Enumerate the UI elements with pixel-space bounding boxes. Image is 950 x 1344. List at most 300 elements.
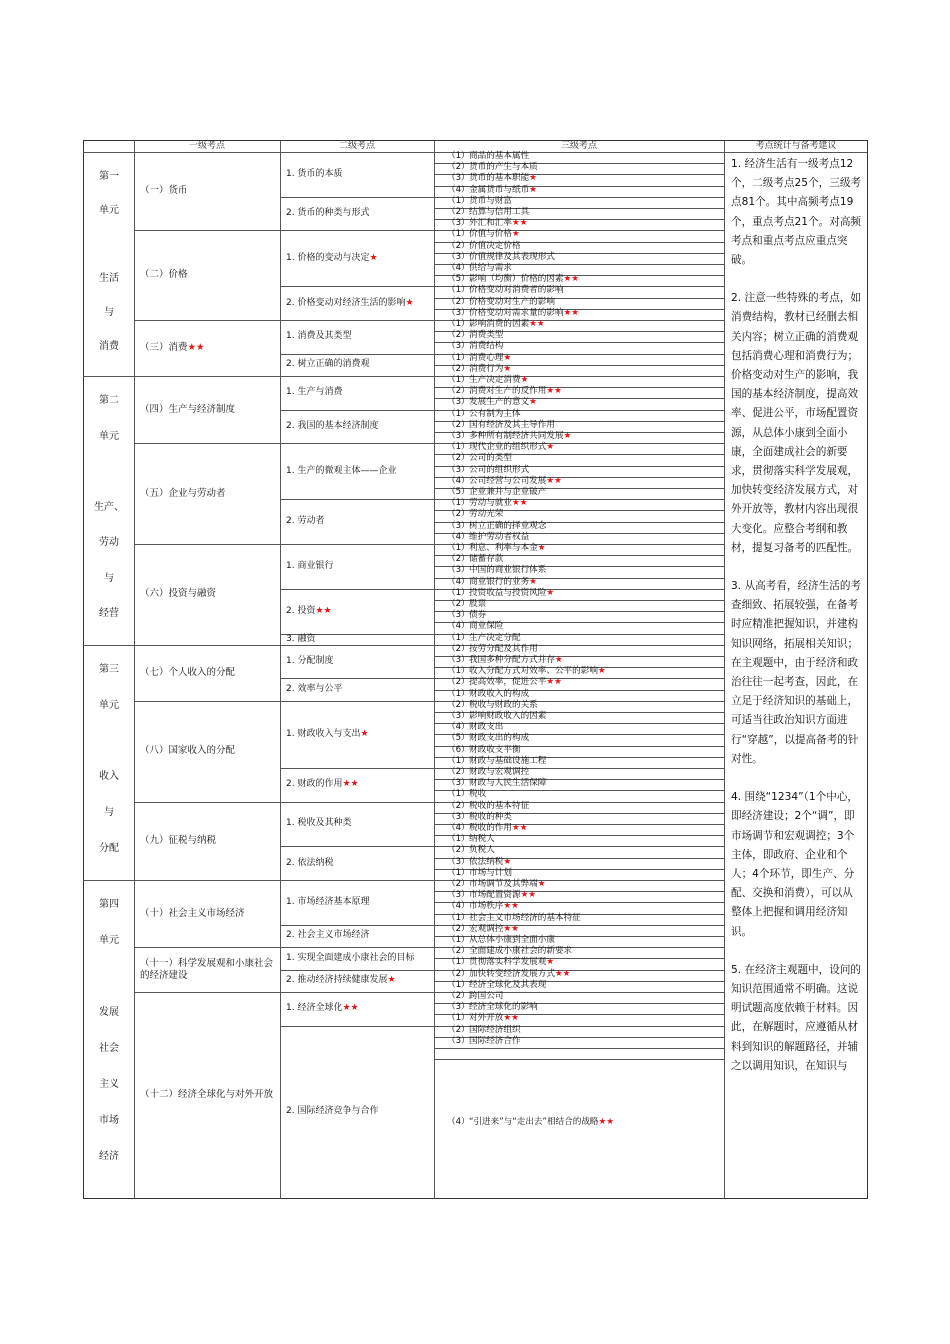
level3-text: 外汇和汇率 xyxy=(469,218,512,229)
level2-text: 1. 生产与消费 xyxy=(286,387,343,398)
level3-item xyxy=(447,700,722,711)
importance-star: ★ xyxy=(511,229,520,240)
level3-text: 我国多种分配方式并存 xyxy=(469,655,555,665)
level3-item xyxy=(447,801,722,812)
level3-item xyxy=(447,778,722,789)
importance-star: ★ xyxy=(537,543,546,553)
level3-text: 影响（均衡）价格的因素 xyxy=(469,274,564,285)
level3-item xyxy=(447,297,722,308)
level3-number: （4） xyxy=(447,823,470,833)
level2-item xyxy=(286,947,432,969)
level3-item xyxy=(447,621,722,632)
level2-item xyxy=(286,152,432,197)
grid-line xyxy=(134,140,135,1199)
level3-text: 公司经营与公司发展 xyxy=(469,475,547,486)
level3-number: （6） xyxy=(447,744,470,755)
level3-item xyxy=(447,1013,722,1024)
level3-number: （4） xyxy=(447,531,470,542)
level3-item xyxy=(447,722,722,733)
level3-item xyxy=(447,476,722,487)
level3-number: （1） xyxy=(447,912,470,923)
level2-text: 2. 树立正确的消费观 xyxy=(286,359,370,370)
level1-text: （二）价格 xyxy=(140,269,188,281)
level3-text: 对外开放 xyxy=(469,1013,504,1024)
level3-text: 企业兼并与企业破产 xyxy=(469,487,547,497)
level2-item xyxy=(286,992,432,1026)
level1-item xyxy=(140,544,278,645)
level3-text: 经济全球化的影响 xyxy=(469,1002,538,1013)
level3-text: 影响消费的因素 xyxy=(469,319,530,329)
level3-item xyxy=(447,834,722,845)
level3-text: 负税人 xyxy=(469,845,495,856)
level3-number: （4） xyxy=(447,475,470,486)
importance-star: ★★ xyxy=(598,1117,614,1127)
level3-number: （2） xyxy=(447,699,470,710)
level3-text: 维护劳动者权益 xyxy=(469,531,530,542)
unit-label-line: 社会 xyxy=(99,1043,119,1054)
level3-text: 投资收益与投资风险 xyxy=(469,587,547,598)
importance-star: ★★ xyxy=(187,342,205,353)
level2-text: 2. 货币的种类与形式 xyxy=(286,208,370,219)
level3-item xyxy=(447,442,722,453)
level3-item xyxy=(447,521,722,532)
level3-item xyxy=(447,397,722,408)
level1-text: （六）投资与融资 xyxy=(140,588,217,600)
importance-star: ★★ xyxy=(315,605,332,616)
importance-star: ★★ xyxy=(511,498,528,509)
level3-item xyxy=(447,1002,722,1013)
level3-number: （2） xyxy=(447,330,470,341)
level2-item xyxy=(286,544,432,589)
level1-item xyxy=(140,152,278,230)
level3-number: （1） xyxy=(447,834,470,845)
level3-item xyxy=(447,1117,722,1128)
level3-number: （1） xyxy=(447,935,470,945)
importance-star: ★★ xyxy=(342,1003,359,1014)
level3-text: 按劳分配及其作用 xyxy=(469,643,538,654)
level3-item xyxy=(447,588,722,599)
level2-item xyxy=(286,443,432,499)
level3-text: 金属货币与纸币 xyxy=(469,184,530,195)
unit-label-line: 单元 xyxy=(99,205,119,216)
level3-number: （1） xyxy=(447,543,470,553)
level2-item xyxy=(286,230,432,286)
level3-number: （1） xyxy=(447,957,470,968)
importance-star: ★ xyxy=(503,363,512,374)
grid-line xyxy=(724,140,725,1199)
level3-item xyxy=(447,319,722,330)
level2-item xyxy=(286,802,432,847)
level2-item xyxy=(286,197,432,231)
level3-number: （3） xyxy=(447,218,470,229)
importance-star: ★ xyxy=(360,728,369,739)
level2-text: 1. 商业银行 xyxy=(286,560,334,571)
level3-item xyxy=(447,554,722,565)
importance-star: ★★ xyxy=(546,677,562,688)
level2-text: 2. 依法纳税 xyxy=(286,857,334,868)
unit-label-line: 消费 xyxy=(99,341,119,352)
level2-text: 2. 财政的作用★★ xyxy=(286,779,359,790)
level3-item xyxy=(447,252,722,263)
level2-text: 1. 货币的本质 xyxy=(286,168,343,179)
importance-star: ★ xyxy=(554,655,563,665)
level1-item xyxy=(140,880,278,947)
importance-star: ★★ xyxy=(563,307,579,318)
level3-item xyxy=(447,689,722,700)
level3-item xyxy=(447,330,722,341)
level3-item xyxy=(447,879,722,890)
level2-item xyxy=(286,634,432,645)
level3-number: （2） xyxy=(447,207,470,217)
importance-star: ★ xyxy=(529,173,537,184)
level1-item xyxy=(140,645,278,701)
note-3: 3. 从高考看，经济生活的考查细致、拓展较强，在备考时应精准把握知识，并建构知识网络，拓展相关知识；在主观题中，由于经济和政治往往一起考查，因此，在立足于经济知识的基础上，可适当往政治知识方面进行“穿越”，以提高备考的针对性。 xyxy=(731,580,862,765)
level2-text: 2. 国际经济竞争与合作 xyxy=(286,1106,379,1117)
header-level2: 二级考点 xyxy=(338,141,375,151)
level3-item xyxy=(447,241,722,252)
importance-star: ★★ xyxy=(563,274,579,285)
note-1: 1. 经济生活有一级考点12个，二级考点25个，三级考点81个。其中高频考点19个，重点考点21个。对高频考点和重点考点应重点突破。 xyxy=(731,158,862,267)
level3-item xyxy=(447,364,722,375)
level3-text: 税收 xyxy=(469,789,487,800)
level3-number: （2） xyxy=(447,240,470,251)
level3-number: （2） xyxy=(447,363,470,374)
level3-item xyxy=(447,610,722,621)
level3-item xyxy=(447,509,722,520)
level3-number: （2） xyxy=(447,643,470,654)
unit-label xyxy=(84,376,134,645)
level3-text: 生产决定分配 xyxy=(469,632,521,643)
level3-text: 国际经济组织 xyxy=(469,1024,521,1035)
level3-text: 劳动光荣 xyxy=(469,509,504,520)
level3-text: 货币的基本职能 xyxy=(469,173,530,184)
level3-text: 税收的基本特征 xyxy=(469,800,530,811)
level2-item xyxy=(286,320,432,354)
level3-text: 中国的商业银行体系 xyxy=(469,565,547,576)
level2-text: 1. 实现全面建成小康社会的目标 xyxy=(286,952,415,963)
level3-item xyxy=(447,655,722,666)
unit-label xyxy=(84,645,134,880)
level3-number: （5） xyxy=(447,274,470,285)
level2-text: 2. 效率与公平 xyxy=(286,684,343,695)
level1-item xyxy=(140,992,278,1198)
importance-star: ★ xyxy=(503,352,512,363)
level3-number: （1） xyxy=(447,408,470,419)
level1-text: （四）生产与经济制度 xyxy=(140,403,236,415)
level3-number: （1） xyxy=(447,867,470,878)
level3-number: （4） xyxy=(447,1117,470,1127)
level3-item xyxy=(447,1025,722,1036)
level3-number: （3） xyxy=(447,1035,470,1046)
level2-text: 1. 市场经济基本原理 xyxy=(286,896,370,907)
level3-number: （3） xyxy=(447,711,470,721)
level3-number: （3） xyxy=(447,565,470,576)
level3-text: 劳动与就业 xyxy=(469,498,512,509)
level3-item xyxy=(447,207,722,218)
level2-item xyxy=(286,410,432,444)
level3-number: （3） xyxy=(447,1002,470,1013)
level1-text: （十二）经济全球化与对外开放 xyxy=(140,1089,274,1100)
level3-item xyxy=(447,913,722,924)
level3-text: 提高效率，促进公平 xyxy=(469,677,547,688)
level3-number: （2） xyxy=(447,554,470,565)
importance-star: ★★ xyxy=(554,968,571,979)
level2-item xyxy=(286,880,432,925)
level3-number: （3） xyxy=(447,251,470,262)
level3-item xyxy=(447,857,722,868)
level3-text: 市场与计划 xyxy=(469,867,512,878)
importance-star: ★★ xyxy=(503,923,519,934)
importance-star: ★ xyxy=(546,442,555,453)
level3-item xyxy=(447,498,722,509)
importance-star: ★★ xyxy=(546,475,562,486)
level3-text: 国际经济合作 xyxy=(469,1035,521,1046)
level3-number: （1） xyxy=(447,979,470,990)
unit-label-line: 第二 xyxy=(99,395,119,406)
level2-item xyxy=(286,1026,432,1198)
level3-number: （4） xyxy=(447,722,470,733)
level3-number: （3） xyxy=(447,890,470,901)
level3-item xyxy=(447,162,722,173)
unit-label-line: 生产、 xyxy=(94,501,124,513)
unit-label-line: 经济 xyxy=(99,1151,119,1162)
importance-star: ★★ xyxy=(511,218,528,229)
level2-text: 2. 推动经济持续健康发展★ xyxy=(286,975,396,986)
level2-text: 1. 生产的微观主体——企业 xyxy=(286,465,397,476)
importance-star: ★ xyxy=(503,856,512,867)
level1-text: （九）征税与纳税 xyxy=(140,834,217,846)
level3-item xyxy=(447,386,722,397)
importance-star: ★★ xyxy=(503,1013,519,1024)
level3-number: （2） xyxy=(447,968,470,979)
level3-item xyxy=(447,532,722,543)
level2-text: 1. 税收及其种类 xyxy=(286,818,352,829)
level3-text: 公司的组织形式 xyxy=(469,464,530,475)
level2-text: 2. 社会主义市场经济 xyxy=(286,930,370,941)
level3-text: 消费行为 xyxy=(469,363,504,374)
level3-text: 消费类型 xyxy=(469,330,504,341)
level1-text: （三）消费★★ xyxy=(140,342,205,353)
level3-text: 公有制为主体 xyxy=(469,408,521,419)
level3-text: 社会主义市场经济的基本特征 xyxy=(469,912,581,923)
level2-item xyxy=(286,286,432,320)
level3-item xyxy=(447,991,722,1002)
level3-text: 商业银行的业务 xyxy=(469,576,530,587)
level3-number: （3） xyxy=(447,397,470,408)
level3-item xyxy=(447,487,722,498)
note-2: 2. 注意一些特殊的考点，如消费结构，教材已经删去相关内容；树立正确的消费观包括消费心理和消费行为；价格变动对生产的影响，我国的基本经济制度，提高效率、促进公平，市场配置资源，从总体小康到全面小康，全面建成社会的新要求，贯彻落实科学发展观，加快转变经济发展方式，对外开放等，教材内容出现很大变化。应整合考纲和教材，提复习备考的匹配性。 xyxy=(731,292,862,554)
level3-text: 货币与财富 xyxy=(469,195,512,206)
level3-text: 价值与价格 xyxy=(469,229,512,240)
unit-label-line: 与 xyxy=(104,572,114,584)
level3-number: （2） xyxy=(447,677,470,688)
unit-label-line: 第三 xyxy=(99,663,119,675)
level3-text: 股票 xyxy=(469,599,487,609)
level3-text: 国有经济及其主导作用 xyxy=(469,419,555,430)
level3-number: （3） xyxy=(447,464,470,475)
level1-item xyxy=(140,802,278,880)
header-notes: 考点统计与备考建议 xyxy=(755,141,837,151)
level2-text: 1. 财政收入与支出★ xyxy=(286,728,369,739)
unit-label-line: 生活 xyxy=(99,273,119,284)
level1-item xyxy=(140,230,278,320)
level3-number: （2） xyxy=(447,419,470,430)
level1-item xyxy=(140,701,278,802)
level2-item xyxy=(286,846,432,880)
level3-text: 贯彻落实科学发展观 xyxy=(469,957,547,968)
level2-text: 2. 劳动者 xyxy=(286,516,325,527)
level3-text: 宏观调控 xyxy=(469,923,504,934)
level1-text: （十）社会主义市场经济 xyxy=(140,907,245,919)
level3-text: 财政收支平衡 xyxy=(469,744,521,755)
level3-item xyxy=(447,353,722,364)
importance-star: ★★ xyxy=(511,823,528,833)
level1-item xyxy=(140,443,278,544)
level3-text: 消费对生产的反作用 xyxy=(469,386,547,397)
level3-text: 商业保险 xyxy=(469,621,504,632)
level3-item xyxy=(447,745,722,756)
level3-text: 财政支出 xyxy=(469,722,504,733)
level3-number: （1） xyxy=(447,229,470,240)
level3-number: （1） xyxy=(447,587,470,598)
level1-item xyxy=(140,320,278,376)
level3-number: （1） xyxy=(447,195,470,206)
level3-number: （3） xyxy=(447,341,470,352)
level3-item xyxy=(447,196,722,207)
level3-number: （4） xyxy=(447,901,470,912)
level3-item xyxy=(447,845,722,856)
level3-item xyxy=(447,756,722,767)
level3-number: （2） xyxy=(447,599,470,609)
level3-text: 供给与需求 xyxy=(469,263,512,273)
importance-star: ★ xyxy=(369,252,378,263)
level3-text: 公司的类型 xyxy=(469,453,512,464)
level3-text: 收入分配方式对效率、公平的影响 xyxy=(469,666,598,677)
level3-text: 财政收入的构成 xyxy=(469,688,530,699)
level3-number: （3） xyxy=(447,778,470,789)
level3-item xyxy=(447,980,722,991)
level3-item xyxy=(447,789,722,800)
level2-item xyxy=(286,499,432,544)
importance-star: ★ xyxy=(405,297,414,308)
level2-item xyxy=(286,701,432,768)
level3-item xyxy=(447,185,722,196)
level3-number: （3） xyxy=(447,811,470,822)
level3-number: （5） xyxy=(447,733,470,744)
level3-number: （1） xyxy=(447,666,470,677)
level3-number: （2） xyxy=(447,991,470,1001)
level2-text: 2. 价格变动对经济生活的影响★ xyxy=(286,297,414,308)
level3-text: 生产决定消费 xyxy=(469,375,521,385)
level1-text: （一）货币 xyxy=(140,185,188,197)
level3-text: 跨国公司 xyxy=(469,991,504,1001)
importance-star: ★ xyxy=(537,879,546,889)
level3-item xyxy=(447,465,722,476)
level3-item xyxy=(447,577,722,588)
level3-number: （1） xyxy=(447,1013,470,1024)
level3-number: （1） xyxy=(447,352,470,363)
level1-item xyxy=(140,376,278,443)
level3-number: （2） xyxy=(447,162,470,173)
unit-label-line: 第一 xyxy=(99,171,119,182)
level3-text: 市场配置资源 xyxy=(469,890,521,901)
level3-number: （3） xyxy=(447,431,470,441)
level3-number: （3） xyxy=(447,520,470,531)
level2-item xyxy=(286,589,432,634)
level1-text: （八）国家收入的分配 xyxy=(140,745,236,757)
level3-number: （4） xyxy=(447,576,470,587)
level2-text: 1. 分配制度 xyxy=(286,656,334,667)
level3-number: （1） xyxy=(447,319,470,329)
level2-text: 1. 消费及其类型 xyxy=(286,331,352,342)
importance-star: ★★ xyxy=(520,890,536,901)
importance-star: ★ xyxy=(529,397,537,408)
header-level1: 一级考点 xyxy=(188,141,225,151)
level3-number: （2） xyxy=(447,509,470,520)
level3-item xyxy=(447,677,722,688)
level3-item xyxy=(447,901,722,912)
level2-item xyxy=(286,354,432,376)
level3-item xyxy=(447,431,722,442)
level1-text: （七）个人收入的分配 xyxy=(140,666,236,678)
level3-item xyxy=(447,957,722,968)
level3-number: （1） xyxy=(447,632,470,643)
level3-text: 财政支出的构成 xyxy=(469,733,530,744)
level3-text: 消费结构 xyxy=(469,341,504,352)
level3-number: （1） xyxy=(447,498,470,509)
note-5: 5. 在经济主观题中，设问的知识范围通常不明确。这说明试题高度依赖于材料。因此，在解题时，应遵循从材料到知识的解题路径，并辅之以调用知识，在知识与 xyxy=(731,963,862,1072)
importance-star: ★★ xyxy=(529,319,545,329)
level3-item xyxy=(447,308,722,319)
level2-item xyxy=(286,768,432,802)
level3-text: 价值决定价格 xyxy=(469,240,521,251)
level3-item xyxy=(447,644,722,655)
level3-item xyxy=(447,946,722,957)
importance-star: ★ xyxy=(546,587,555,598)
level3-text: 现代企业的组织形式 xyxy=(469,442,547,453)
level3-text: 结算与信用工具 xyxy=(469,207,530,217)
level3-item xyxy=(447,812,722,823)
study-notes xyxy=(731,155,861,1095)
level3-text: 价格变动对生产的影响 xyxy=(469,296,555,307)
level3-number: （2） xyxy=(447,946,470,957)
level3-number: （1） xyxy=(447,688,470,699)
level3-text: 从总体小康到全面小康 xyxy=(469,935,555,945)
level3-number: （2） xyxy=(447,1024,470,1035)
level3-item xyxy=(447,453,722,464)
unit-label-line: 发展 xyxy=(99,1007,119,1018)
unit-label xyxy=(84,880,134,1198)
level3-number: （3） xyxy=(447,655,470,665)
level3-text: 储蓄存款 xyxy=(469,554,504,565)
unit-label-line: 市场 xyxy=(99,1115,119,1126)
level3-number: （2） xyxy=(447,923,470,934)
grid-line xyxy=(434,1059,724,1060)
importance-star: ★★ xyxy=(546,386,562,397)
level3-item xyxy=(447,767,722,778)
unit-label-line: 单元 xyxy=(99,699,119,711)
level3-item xyxy=(447,229,722,240)
level3-text: 财政与人民生活保障 xyxy=(469,778,547,789)
unit-label-line: 与 xyxy=(104,307,114,318)
unit-label xyxy=(84,152,134,376)
level3-item xyxy=(447,935,722,946)
level3-number: （2） xyxy=(447,845,470,856)
level3-text: 税收与财政的关系 xyxy=(469,699,538,710)
unit-label-line: 单元 xyxy=(99,430,119,442)
level2-item xyxy=(286,645,432,679)
unit-label-line: 经营 xyxy=(99,608,119,620)
